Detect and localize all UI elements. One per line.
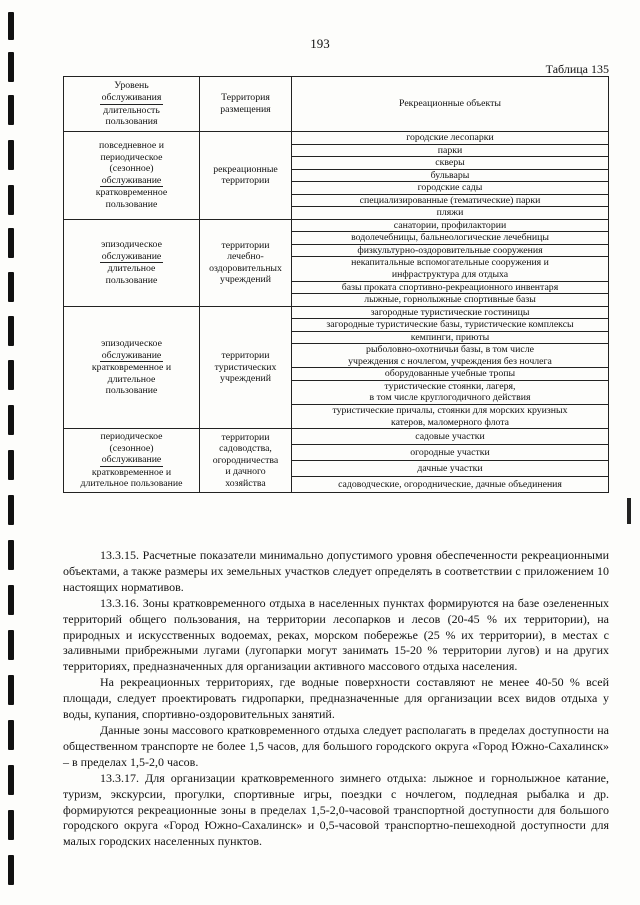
service-level-cell: эпизодическое обслуживание длительное пользование xyxy=(64,219,200,306)
table-row xyxy=(64,306,609,319)
object-cell: туристические стоянки, лагеря, в том числе круглогодичного действия xyxy=(292,380,609,404)
object-cell: кемпинги, приюты xyxy=(292,331,609,344)
object-cell: парки xyxy=(292,144,609,157)
service-level-cell: повседневное и периодическое (сезонное) обслуживание кратковременное пользование xyxy=(64,132,200,220)
binder-mark xyxy=(8,630,14,660)
object-cell: садоводческие, огороднические, дачные объединения xyxy=(292,477,609,493)
object-cell: лыжные, горнолыжные спортивные базы xyxy=(292,294,609,307)
binder-mark xyxy=(8,405,14,435)
table-caption: Таблица 135 xyxy=(545,62,609,76)
table-row xyxy=(64,429,609,445)
object-cell: загородные туристические базы, туристические комплексы xyxy=(292,319,609,332)
binder-mark xyxy=(8,720,14,750)
territory-cell: рекреационные территории xyxy=(200,132,292,220)
object-cell: пляжи xyxy=(292,207,609,220)
binder-mark xyxy=(8,95,14,125)
paragraph: 13.3.15. Расчетные показатели минимально допустимого уровня обеспеченности рекреационными объектами, а также размеры их земельных участков следует определять в соответствии с приложением 10 настоящих нормативов. xyxy=(63,548,609,594)
binder-mark xyxy=(8,855,14,885)
binder-mark xyxy=(8,316,14,346)
paragraph: Данные зоны массового кратковременного отдыха следует располагать в пределах доступности на общественном транспорте не более 1,5 часов, для большого городского округа «Город Южно-Сахалинск» – в пределах 1,5-2,0 часов. xyxy=(63,722,609,769)
object-cell: городские сады xyxy=(292,182,609,195)
object-cell: базы проката спортивно-рекреационного инвентаря xyxy=(292,281,609,294)
object-cell: рыболовно-охотничьи базы, в том числе учреждения с ночлегом, учреждения без ночлега xyxy=(292,344,609,368)
object-cell: садовые участки xyxy=(292,429,609,445)
service-level-cell: эпизодическое обслуживание кратковременное и длительное пользование xyxy=(64,306,200,428)
territory-cell: территории туристических учреждений xyxy=(200,306,292,428)
body-text xyxy=(63,548,609,850)
paragraph: На рекреационных территориях, где водные поверхности составляют не менее 40-50 % всей площади, следует проектировать гидропарки, предназначенные для организации всех видов отдыха у воды, купания, спортивно-оздоровительных занятий. xyxy=(63,675,609,722)
header-territory: Территория размещения xyxy=(200,77,292,132)
object-cell: оборудованные учебные тропы xyxy=(292,368,609,381)
object-cell: дачные участки xyxy=(292,461,609,477)
binder-mark xyxy=(8,675,14,705)
header-objects: Рекреационные объекты xyxy=(292,77,609,132)
scan-mark xyxy=(627,498,631,524)
object-cell: огородные участки xyxy=(292,445,609,461)
binder-mark xyxy=(8,495,14,525)
object-cell: физкультурно-оздоровительные сооружения xyxy=(292,244,609,257)
binder-mark xyxy=(8,52,14,82)
table-header-row xyxy=(64,77,609,132)
binder-mark xyxy=(8,450,14,480)
object-cell: скверы xyxy=(292,157,609,170)
table-row xyxy=(64,132,609,145)
binder-mark xyxy=(8,140,14,170)
territory-cell: территории лечебно- оздоровительных учреждений xyxy=(200,219,292,306)
page-number: 193 xyxy=(310,36,330,51)
object-cell: некапитальные вспомогательные сооружения и инфраструктура для отдыха xyxy=(292,257,609,281)
binder-mark xyxy=(8,585,14,615)
object-cell: бульвары xyxy=(292,169,609,182)
territory-cell: территории садоводства, огородничества и дачного хозяйства xyxy=(200,429,292,493)
binder-mark xyxy=(8,228,14,258)
object-cell: городские лесопарки xyxy=(292,132,609,145)
binder-mark xyxy=(8,540,14,570)
binder-mark xyxy=(8,765,14,795)
header-level: Уровень обслуживания длительность пользования xyxy=(64,77,200,132)
object-cell: водолечебницы, бальнеологические лечебницы xyxy=(292,232,609,245)
binder-mark xyxy=(8,810,14,840)
object-cell: туристические причалы, стоянки для морских круизных катеров, маломерного флота xyxy=(292,405,609,429)
paragraph: 13.3.17. Для организации кратковременного зимнего отдыха: лыжное и горнолыжное катание, туризм, экскурсии, прогулки, спортивные игры, поездки с ночлегом, подледная рыбалка и др. формируются рекреационные зоны в пределах 1,5-2,0-часовой транспортной доступности для большого городского округа «Город Южно-Сахалинск» и 0,5-часовой транспортно-пешеходной доступности для малых городских населенных пунктов. xyxy=(63,770,609,849)
paragraph: 13.3.16. Зоны кратковременного отдыха в населенных пунктах формируются на базе озелененных территорий общего пользования, на территории лесопарков и лесов (20-45 % их территории), на природных и искусственных водоемах, реках, морском побережье (25 % их территории), в местах с заливными прибрежными лугами (лугопарки могут занимать 15-20 % территории лугов) и на других территориях, предназначенных для организации активного массового отдыха населения. xyxy=(63,595,609,674)
recreation-table xyxy=(63,76,609,493)
object-cell: специализированные (тематические) парки xyxy=(292,194,609,207)
binder-mark xyxy=(8,185,14,215)
table-row xyxy=(64,219,609,232)
binder-mark xyxy=(8,272,14,302)
service-level-cell: периодическое (сезонное) обслуживание кратковременное и длительное пользование xyxy=(64,429,200,493)
object-cell: санатории, профилактории xyxy=(292,219,609,232)
binder-mark xyxy=(8,360,14,390)
object-cell: загородные туристические гостиницы xyxy=(292,306,609,319)
